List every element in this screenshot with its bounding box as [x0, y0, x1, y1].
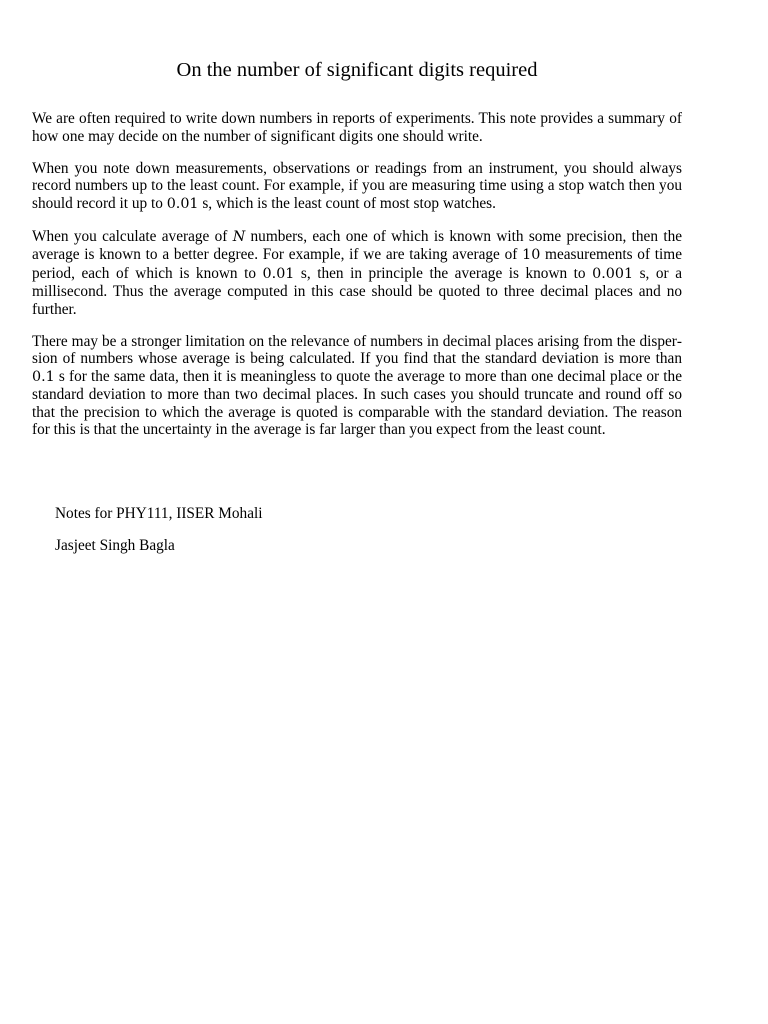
math-value-least-count: 0.01 [166, 195, 199, 212]
paragraph-average [32, 228, 682, 319]
page-title: On the number of significant digits required [176, 59, 538, 81]
paragraph-least-count-text-1: When you note down measurements, observations or readings from an instrument, you should always record numbers up to the least count. For example, if you are measuring time using a stop watch then you should record it up to [32, 159, 682, 212]
paragraph-intro-text: We are often required to write down numbers in reports of experiments. This note provides a summary of how one may decide on the number of significant digits one should write. [32, 110, 682, 145]
paragraph-average-text-5: s, or a millisecond. Thus the average computed in this case should be quoted to three decimal places and no further. [32, 264, 682, 318]
paragraph-average-text-2: numbers, each one of which is known with some precision, then the average is known to a better degree. For example, if we are taking average of [32, 227, 683, 263]
body-text [32, 110, 682, 453]
author-name: Jasjeet Singh Bagla [55, 537, 175, 554]
paragraph-dispersion-text-2: s for the same data, then it is meaningless to quote the average to more than one decimal place or the standard deviation to more than two decimal places. In such cases you should truncate and round off so that the precision to which the average is quoted is comparable with the standard deviation. The reason for this is that the uncertainty in the average is far larger than you expect from the least count. [32, 367, 682, 438]
paragraph-least-count-text-2: s, which is the least count of most stop watches. [198, 194, 496, 212]
math-value-std-dev: 0.1 [32, 368, 55, 385]
math-value-count: 10 [522, 247, 541, 263]
paragraph-dispersion [32, 333, 682, 439]
paragraph-average-text-1: When you calculate average of [32, 227, 233, 245]
notes-footer [55, 505, 455, 569]
paragraph-dispersion-text-1: There may be a stronger limitation on the relevance of numbers in decimal places arising from the dispersion of numbers whose average is being calculated. If you find that the standard deviation is more than [32, 332, 682, 367]
math-variable-n: N [232, 228, 246, 245]
paragraph-average-text-4: s, then in principle the average is known to [294, 264, 593, 282]
paragraph-least-count [32, 160, 682, 214]
paragraph-average-text-3: measurements of time period, each of which is known to [32, 246, 682, 282]
math-value-millisecond: 0.001 [592, 265, 634, 282]
math-value-precision: 0.01 [262, 265, 295, 282]
course-note: Notes for PHY111, IISER Mohali [55, 505, 263, 522]
paragraph-intro [32, 110, 682, 145]
